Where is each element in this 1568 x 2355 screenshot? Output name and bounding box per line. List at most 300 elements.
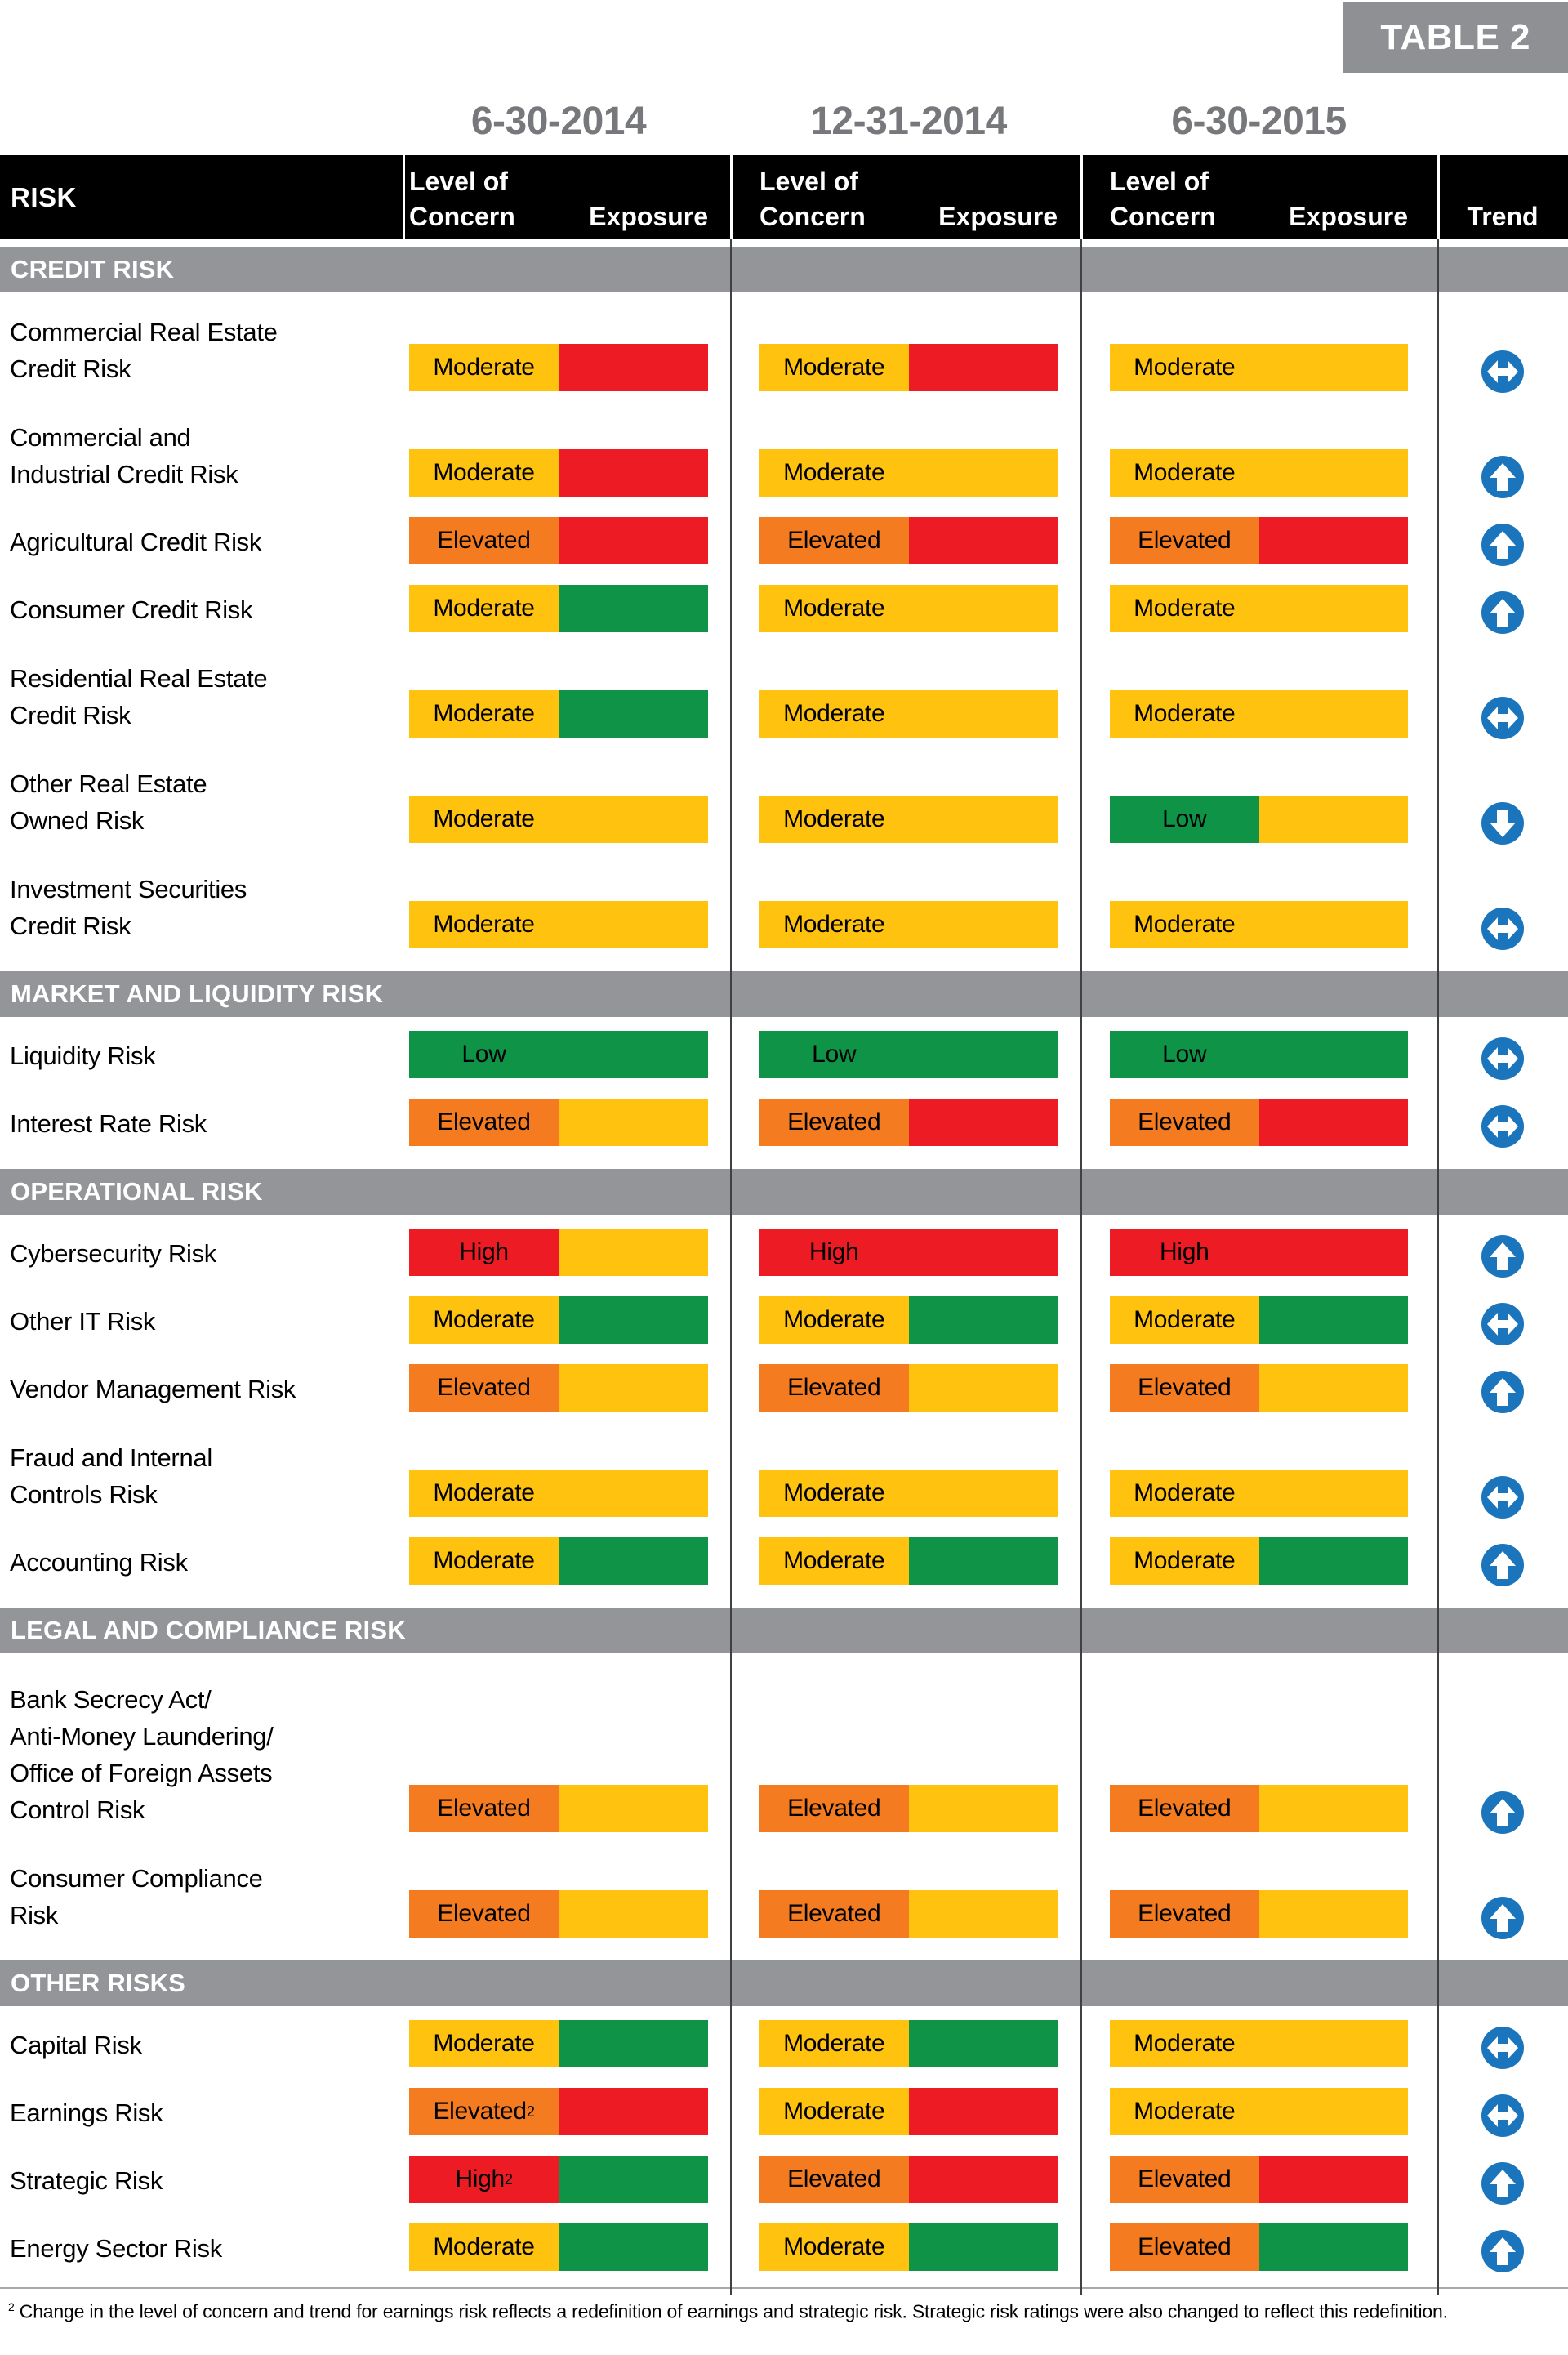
period-cell [730,585,1080,639]
level-of-concern-label: Moderate [409,449,559,497]
table-row [0,1017,1568,1085]
risk-level-bar [1110,1099,1408,1146]
period-cell [403,2156,730,2210]
exposure-indicator [559,517,708,564]
exposure-indicator [559,1229,708,1276]
period-cell [730,2020,1080,2074]
risk-level-bar [760,1229,1058,1276]
level-of-concern-label: Elevated [760,1099,909,1146]
level-of-concern-label: Moderate [409,2223,559,2271]
table-row [0,2006,1568,2074]
header-group-3 [1080,155,1437,239]
period-cell [730,901,1080,955]
level-of-concern-label: Elevated [760,1890,909,1938]
level-of-concern-label: Moderate [1110,585,1259,632]
trend-cell [1437,2027,1568,2074]
exposure-indicator [1259,1470,1409,1517]
header-level-of-label: Level of [1110,167,1209,196]
exposure-indicator [909,1470,1058,1517]
table-row [0,1282,1568,1350]
period-cell [403,1031,730,1085]
period-cell [1080,796,1437,850]
risk-level-bar [760,2088,1058,2135]
period-cell [403,2088,730,2142]
period-cell [730,1364,1080,1418]
level-of-concern-label: Elevated [409,1099,559,1146]
table-row [0,1839,1568,1944]
level-of-concern-label: Elevated 2 [409,2088,559,2135]
exposure-indicator [1259,1890,1409,1938]
exposure-indicator [559,2156,708,2203]
left-right-arrow-icon [1481,350,1524,393]
exposure-indicator [1259,796,1409,843]
exposure-indicator [909,517,1058,564]
exposure-indicator [909,2223,1058,2271]
up-arrow-icon [1481,2230,1524,2272]
risk-name: Investment Securities Credit Risk [10,875,247,940]
risk-level-bar [409,344,708,391]
period-cell [403,1364,730,1418]
exposure-indicator [559,1470,708,1517]
table-row [0,639,1568,744]
level-of-concern-label: High [760,1229,909,1276]
risk-level-bar [1110,901,1408,948]
level-of-concern-label: Moderate [1110,1296,1259,1344]
risk-level-bar [409,1890,708,1938]
exposure-indicator [1259,1099,1409,1146]
table-header-row [0,155,1568,239]
exposure-indicator [1259,1229,1409,1276]
level-of-concern-label: Low [1110,1031,1259,1078]
level-of-concern-label: Moderate [409,1296,559,1344]
trend-cell [1437,456,1568,503]
risk-name: Earnings Risk [10,2099,163,2127]
risk-level-bar [760,449,1058,497]
risk-name: Consumer Compliance Risk [10,1864,263,1929]
level-of-concern-label: Elevated [1110,517,1259,564]
section-header-market-and-liquidity-risk: MARKET AND LIQUIDITY RISK [0,971,1568,1017]
risk-level-bar [1110,2223,1408,2271]
level-of-concern-label: Moderate [760,1537,909,1585]
period-cell [1080,517,1437,571]
left-right-arrow-icon [1481,1303,1524,1345]
trend-cell [1437,2094,1568,2142]
section-header-legal-and-compliance-risk: LEGAL AND COMPLIANCE RISK [0,1608,1568,1653]
exposure-indicator [559,1364,708,1412]
period-cell [403,344,730,398]
period-cell [403,585,730,639]
exposure-indicator [1259,1785,1409,1832]
level-of-concern-label: Elevated [409,1890,559,1938]
header-divider-1 [730,155,733,239]
period-cell [730,1229,1080,1282]
risk-level-bar [409,690,708,738]
trend-cell [1437,1476,1568,1523]
exposure-indicator [1259,1031,1409,1078]
period-cell [730,1537,1080,1591]
risk-name: Residential Real Estate Credit Risk [10,664,268,729]
exposure-indicator [909,1364,1058,1412]
up-arrow-icon [1481,1371,1524,1413]
up-arrow-icon [1481,524,1524,566]
level-of-concern-label: Elevated [409,517,559,564]
exposure-indicator [559,585,708,632]
risk-level-bar [1110,2156,1408,2203]
up-arrow-icon [1481,1544,1524,1586]
risk-level-bar [409,1364,708,1412]
exposure-indicator [909,2156,1058,2203]
column-divider-3 [1437,239,1439,2295]
exposure-indicator [1259,344,1409,391]
level-of-concern-label: Moderate [1110,449,1259,497]
exposure-indicator [1259,2223,1409,2271]
trend-cell [1437,2162,1568,2210]
trend-cell [1437,2230,1568,2277]
risk-level-bar [760,344,1058,391]
level-of-concern-label: Elevated [760,2156,909,2203]
risk-level-bar [409,1537,708,1585]
exposure-indicator [559,1099,708,1146]
risk-level-bar [1110,1229,1408,1276]
risk-level-bar [409,2156,708,2203]
exposure-indicator [1259,2088,1409,2135]
period-cell [1080,1785,1437,1839]
level-of-concern-label: Moderate [760,796,909,843]
period-cell [730,796,1080,850]
left-right-arrow-icon [1481,908,1524,950]
period-cell [1080,901,1437,955]
table-row [0,1350,1568,1418]
risk-level-bar [1110,690,1408,738]
exposure-indicator [559,2088,708,2135]
risk-level-bar [1110,1364,1408,1412]
column-date-3: 6-30-2015 [1171,99,1347,143]
table-row [0,292,1568,398]
table-row [0,571,1568,639]
risk-level-bar [1110,1470,1408,1517]
table-row [0,2210,1568,2277]
risk-level-bar [1110,517,1408,564]
level-of-concern-label: Moderate [409,1470,559,1517]
period-cell [730,2156,1080,2210]
risk-level-bar [760,2020,1058,2067]
risk-level-bar [760,796,1058,843]
risk-level-bar [409,449,708,497]
risk-level-bar [1110,2020,1408,2067]
period-cell [1080,1229,1437,1282]
column-date-2: 12-31-2014 [810,99,1007,143]
exposure-indicator [909,1296,1058,1344]
exposure-indicator [559,1890,708,1938]
risk-name: Commercial and Industrial Credit Risk [10,423,238,488]
exposure-indicator [909,796,1058,843]
risk-name: Capital Risk [10,2031,142,2059]
level-of-concern-label: Moderate [409,901,559,948]
level-of-concern-label: Moderate [760,1470,909,1517]
header-divider-3 [1437,155,1440,239]
level-of-concern-label: Low [760,1031,909,1078]
exposure-indicator [1259,449,1409,497]
table-row [0,1523,1568,1591]
level-of-concern-label: Moderate [760,344,909,391]
risk-level-bar [760,901,1058,948]
risk-name: Other IT Risk [10,1307,156,1336]
exposure-indicator [909,2020,1058,2067]
period-cell [730,344,1080,398]
exposure-indicator [909,2088,1058,2135]
risk-level-bar [760,690,1058,738]
level-of-concern-label: Moderate [1110,1537,1259,1585]
trend-cell [1437,350,1568,398]
trend-cell [1437,1897,1568,1944]
level-of-concern-label: Moderate [1110,901,1259,948]
period-cell [730,2088,1080,2142]
exposure-indicator [909,449,1058,497]
section-header-credit-risk: CREDIT RISK [0,247,1568,292]
header-level-of-label: Level of [760,167,858,196]
table-row [0,850,1568,955]
risk-level-bar [760,1031,1058,1078]
header-concern-label: Concern [409,202,515,231]
column-divider-1 [730,239,732,2295]
exposure-indicator [559,1296,708,1344]
period-cell [403,517,730,571]
risk-name: Liquidity Risk [10,1041,156,1070]
risk-level-bar [409,1470,708,1517]
trend-cell [1437,1791,1568,1839]
up-arrow-icon [1481,1791,1524,1834]
header-trend-label: Trend [1467,202,1539,231]
exposure-indicator [1259,690,1409,738]
period-cell [730,1470,1080,1523]
period-cell [1080,2223,1437,2277]
up-arrow-icon [1481,2162,1524,2205]
period-cell [730,1890,1080,1944]
table-row [0,1215,1568,1282]
column-divider-2 [1080,239,1082,2295]
period-cell [730,449,1080,503]
risk-level-bar [1110,2088,1408,2135]
risk-name: Strategic Risk [10,2166,163,2195]
risk-level-bar [760,1296,1058,1344]
exposure-indicator [559,1537,708,1585]
period-cell [403,690,730,744]
risk-level-bar [1110,1296,1408,1344]
exposure-indicator [559,690,708,738]
trend-cell [1437,1105,1568,1153]
trend-cell [1437,1037,1568,1085]
period-cell [403,1890,730,1944]
period-cell [1080,2088,1437,2142]
period-cell [1080,1364,1437,1418]
section-header-operational-risk: OPERATIONAL RISK [0,1169,1568,1215]
risk-name: Consumer Credit Risk [10,595,253,624]
period-cell [403,1470,730,1523]
risk-name: Agricultural Credit Risk [10,528,262,556]
header-exposure-label: Exposure [938,202,1058,231]
level-of-concern-label: Moderate [1110,344,1259,391]
risk-level-bar [760,1890,1058,1938]
exposure-indicator [559,1785,708,1832]
exposure-indicator [909,1099,1058,1146]
period-cell [403,2020,730,2074]
risk-level-bar [760,1470,1058,1517]
level-of-concern-label: Moderate [409,690,559,738]
level-of-concern-label: Elevated [1110,1364,1259,1412]
header-group-2 [730,155,1080,239]
period-cell [1080,585,1437,639]
period-cell [1080,690,1437,744]
left-right-arrow-icon [1481,2094,1524,2137]
level-of-concern-label: Moderate [409,796,559,843]
risk-level-bar [760,585,1058,632]
left-right-arrow-icon [1481,2027,1524,2069]
level-of-concern-label: High [1110,1229,1259,1276]
down-arrow-icon [1481,802,1524,845]
up-arrow-icon [1481,591,1524,634]
risk-level-bar [1110,1890,1408,1938]
level-of-concern-label: High 2 [409,2156,559,2203]
period-cell [1080,1099,1437,1153]
footnote [0,2289,1568,2323]
risk-level-bar [409,1785,708,1832]
risk-level-bar [409,2088,708,2135]
risk-name: Vendor Management Risk [10,1375,296,1403]
table-top-area [0,0,1568,155]
trend-cell [1437,697,1568,744]
exposure-indicator [1259,1296,1409,1344]
table-row [0,1418,1568,1523]
exposure-indicator [909,1537,1058,1585]
risk-name: Cybersecurity Risk [10,1239,216,1268]
risk-level-bar [1110,449,1408,497]
risk-level-bar [409,1229,708,1276]
period-cell [403,901,730,955]
risk-level-bar [409,2223,708,2271]
period-cell [403,1099,730,1153]
risk-name: Bank Secrecy Act/ Anti-Money Laundering/ Office of Foreign Assets Control Risk [10,1685,274,1824]
period-cell [1080,2156,1437,2210]
level-of-concern-label: Elevated [1110,1785,1259,1832]
level-of-concern-label: Low [1110,796,1259,843]
exposure-indicator [1259,585,1409,632]
period-cell [403,1537,730,1591]
exposure-indicator [559,344,708,391]
header-concern-label: Concern [1110,202,1216,231]
up-arrow-icon [1481,1235,1524,1278]
period-cell [1080,1890,1437,1944]
header-exposure-label: Exposure [1289,202,1408,231]
table-body [0,247,1568,2277]
up-arrow-icon [1481,456,1524,498]
exposure-indicator [909,585,1058,632]
header-level-of-label: Level of [409,167,508,196]
period-cell [403,1785,730,1839]
exposure-indicator [1259,517,1409,564]
left-right-arrow-icon [1481,1037,1524,1080]
trend-cell [1437,1544,1568,1591]
period-cell [730,1296,1080,1350]
level-of-concern-label: Moderate [409,1537,559,1585]
level-of-concern-label: Elevated [1110,1890,1259,1938]
table-row [0,1085,1568,1153]
period-cell [730,1785,1080,1839]
risk-name: Energy Sector Risk [10,2234,222,2263]
risk-name: Interest Rate Risk [10,1109,207,1138]
risk-level-bar [409,796,708,843]
risk-name: Fraud and Internal Controls Risk [10,1443,212,1509]
level-of-concern-label: Elevated [1110,1099,1259,1146]
level-of-concern-label: Elevated [409,1364,559,1412]
level-of-concern-label: Moderate [760,901,909,948]
period-cell [730,1099,1080,1153]
risk-level-bar [1110,1031,1408,1078]
period-cell [1080,1296,1437,1350]
risk-level-bar [409,1031,708,1078]
risk-level-bar [1110,796,1408,843]
footnote-text: Change in the level of concern and trend for earnings risk reflects a redefinition of earnings and strategic risk. Strategic risk ratings were also changed to reflect this redefinition. [19,2300,1448,2322]
risk-name: Accounting Risk [10,1548,188,1577]
level-of-concern-label: Moderate [760,2223,909,2271]
exposure-indicator [559,796,708,843]
risk-level-bar [409,901,708,948]
risk-level-bar [409,1296,708,1344]
trend-cell [1437,802,1568,850]
risk-name: Commercial Real Estate Credit Risk [10,318,278,383]
exposure-indicator [559,1031,708,1078]
table-row [0,2142,1568,2210]
period-cell [730,1031,1080,1085]
exposure-indicator [909,1785,1058,1832]
header-concern-label: Concern [760,202,866,231]
level-of-concern-label: Moderate [1110,690,1259,738]
header-divider-2 [1080,155,1083,239]
risk-level-bar [1110,1785,1408,1832]
level-of-concern-label: Moderate [409,2020,559,2067]
exposure-indicator [909,690,1058,738]
exposure-indicator [1259,1364,1409,1412]
period-cell [1080,1537,1437,1591]
level-of-concern-label: Elevated [760,1364,909,1412]
header-divider-0 [403,155,405,239]
level-of-concern-label: Moderate [1110,2020,1259,2067]
exposure-indicator [559,2020,708,2067]
period-cell [730,2223,1080,2277]
exposure-indicator [559,449,708,497]
left-right-arrow-icon [1481,697,1524,739]
up-arrow-icon [1481,1897,1524,1939]
table-row [0,398,1568,503]
risk-name: Other Real Estate Owned Risk [10,769,207,835]
risk-level-bar [409,585,708,632]
period-cell [730,517,1080,571]
level-of-concern-label: Elevated [1110,2223,1259,2271]
exposure-indicator [559,2223,708,2271]
level-of-concern-label: Moderate [409,344,559,391]
period-cell [1080,344,1437,398]
risk-level-bar [760,2156,1058,2203]
level-of-concern-label: Elevated [1110,2156,1259,2203]
risk-level-bar [409,1099,708,1146]
level-of-concern-label: Elevated [760,517,909,564]
trend-cell [1437,591,1568,639]
exposure-indicator [909,1031,1058,1078]
period-cell [403,1296,730,1350]
level-of-concern-label: Low [409,1031,559,1078]
level-of-concern-label: Moderate [760,2020,909,2067]
level-of-concern-label: Moderate [760,690,909,738]
exposure-indicator [909,1890,1058,1938]
